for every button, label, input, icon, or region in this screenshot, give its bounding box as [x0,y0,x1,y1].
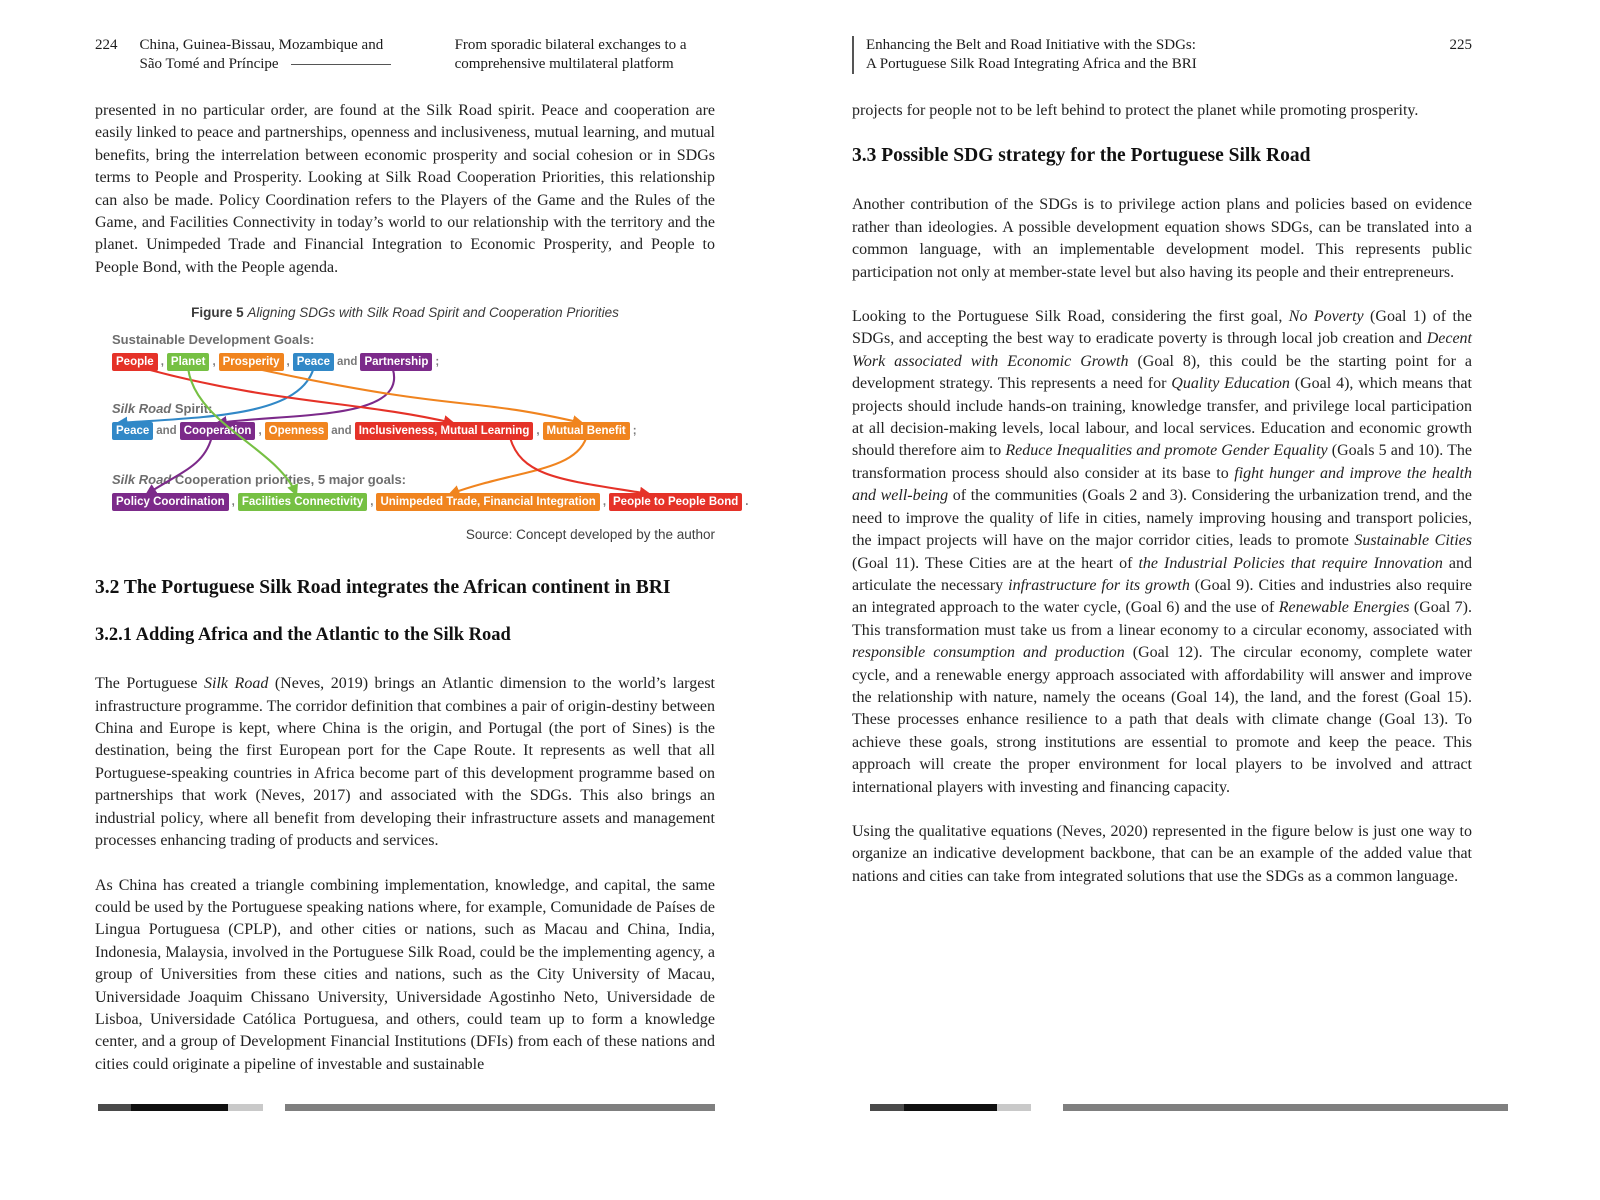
figure-row2-label-italic: Silk Road [112,401,175,417]
page-number-left: 224 [95,37,118,53]
figure-row2-label [112,401,715,416]
running-title-left-line1: China, Guinea-Bissau, Mozambique and [139,37,384,53]
heading-3-2-1: 3.2.1 Adding Africa and the Atlantic to the Silk Road [95,625,511,646]
figure-separator: ; [435,356,440,369]
footer-bars-left [95,1104,715,1112]
figure-separator: and [337,356,358,369]
footer-bar-dark [98,1104,131,1111]
running-title-chapter-line1: From sporadic bilateral exchanges to a [454,37,687,53]
figure-caption-text: Aligning SDGs with Silk Road Spirit and Cooperation Priorities [247,305,619,321]
figure-row3-label-rest: Cooperation priorities, 5 major goals: [174,472,407,488]
figure-separator: , [536,425,540,438]
figure-box-r2-inclusiveness: Inclusiveness, Mutual Learning [355,422,534,440]
footer-bar-light [228,1104,263,1111]
running-title-right [866,36,1197,74]
figure-separator: , [160,356,164,369]
page-right-header [852,36,1472,74]
footer-bar-black [131,1104,228,1111]
header-rule [291,64,391,65]
running-title-chapter [455,36,687,74]
figure-box-r3-facilities: Facilities Connectivity [238,493,367,511]
figure-box-r2-mutualbenefit: Mutual Benefit [543,422,630,440]
paragraph-equations: Using the qualitative equations (Neves, 2020) represented in the figure below is just one way to organize an indicative development backbone, that can be an example of the added value that nations and cities can take from integrated solutions that use the SDGs as a common language. [852,822,1472,885]
figure-box-r1-prosperity: Prosperity [219,353,284,371]
figure-row1-label: Sustainable Development Goals: [112,332,315,348]
figure-row-spirit [112,422,715,440]
paragraph-goals: Looking to the Portuguese Silk Road, considering the first goal, No Poverty (Goal 1) of the SDGs, and accepting the best way to eradicate poverty is through local job creation and Decent Work associated with Economic Growth (Goal 8), this could be the starting point for a development strategy. This represents a need for Quality Education (Goal 4), which means that projects should include hands-on training, knowledge transfer, and privilege local participation at all decision-making levels, local labour, and local services. Education and economic growth should therefore aim to Reduce Inequalities and promote Gender Equality (Goals 5 and 10). The transformation process should also consider at its base to fight hunger and improve the health and well-being of the communities (Goals 2 and 3). Considering the urbanization trend, and the need to improve the quality of life in cities, namely improving housing and transport policies, the impact projects will have on the major corridor cities, leads to promote Sustainable Cities (Goal 11). These Cities are at the heart of the Industrial Policies that require Innovation and articulate the necessary infrastructure for its growth (Goal 9). Cities and industries also require an integrated approach to the water cycle, (Goal 6) and the use of Renewable Energies (Goal 7). This transformation must take us from a linear economy to a circular economy, associated with responsible consumption and production (Goal 12). The circular economy, complete water cycle, and a renewable energy approach associated with affordability will answer and improve the relationship with nature, namely the oceans (Goal 14), the land, and the forest (Goal 15). These processes enhance resilience to a path that deals with climate change (Goal 13). To achieve these goals, strong institutions are essential to promote and keep the peace. This approach will create the proper environment for local players to be involved and attract international players with investing and financing capacity. [852,308,1473,796]
figure-separator: , [370,496,374,509]
figure-row3-label [112,472,715,487]
figure-box-r2-cooperation: Cooperation [180,422,256,440]
figure-row2-label-rest: Spirit: [174,401,213,417]
figure-box-r3-people: People to People Bond [609,493,742,511]
heading-3-2: 3.2 The Portuguese Silk Road integrates the African continent in BRI [95,577,671,599]
page-left-header [95,36,715,74]
running-title-right-line2: A Portuguese Silk Road Integrating Africa and the BRI [866,56,1197,72]
page-right [852,36,1472,1166]
running-title-left-line2: São Tomé and Príncipe [139,56,279,72]
figure-caption-label: Figure 5 [191,305,248,321]
figure-separator: and [331,425,352,438]
running-title-left [140,36,391,74]
figure-box-r3-unimpeded: Unimpeded Trade, Financial Integration [376,493,599,511]
paragraph-carryover: projects for people not to be left behind to protect the planet while promoting prosperity. [852,102,1419,119]
running-title-chapter-line2: comprehensive multilateral platform [454,56,674,72]
figure-separator: , [602,496,607,509]
figure-separator: , [258,425,262,438]
paragraph-china-triangle: As China has created a triangle combining implementation, knowledge, and capital, the same could be used by the Portuguese speaking nations where, for example, Comunidade de Países de Lingua Portuguesa (CPLP), and other cities or nations, such as Macau and China, India, Indonesia, Malaysia, involved in the Portuguese Silk Road, could be the implementing agency, a group of Universities from these cities and nations, such as the City University of Macau, Universidade Joaquim Chissano University, Universidade Agostinho Neto, Universidade de Lisboa, Universidade Católica Portuguesa, and others, could team up to form a knowledge center, and a group of Development Financial Institutions (DFIs) from each of these nations and cities could originate a pipeline of investable and sustainable [95,876,715,1073]
paragraph-silk-road: The Portuguese Silk Road (Neves, 2019) brings an Atlantic dimension to the world’s largest infrastructure programme. The corridor definition that combines a pair of origin-destiny between China and Europe is kept, where China is the origin, and Portugal (the port of Sines) is the destination, being the first European port for the Cape Route. It represents as well that all Portuguese-speaking countries in Africa become part of this development programme based on partnerships that work (Neves, 2017) and associated with the SDGs. This also brings an industrial policy, where all benefit from developing their infrastructure assets and management processes enhancing trading of products and services. [95,675,715,850]
figure-caption [95,305,715,320]
figure-row-priorities [112,493,749,511]
figure-separator: ; [632,425,637,438]
figure-diagram [95,332,749,511]
footer-bar-long [285,1104,715,1111]
figure-box-r2-openness: Openness [265,422,329,440]
footer-bar-dark [870,1104,904,1111]
figure-separator: . [745,496,749,509]
figure-separator: , [286,356,290,369]
footer-bars-right [852,1104,1472,1112]
running-title-right-line1: Enhancing the Belt and Road Initiative with the SDGs: [866,37,1196,53]
footer-bar-black [904,1104,997,1111]
figure-box-r1-partnership: Partnership [360,353,432,371]
figure-separator: and [156,425,177,438]
figure-row-sdgs [112,353,715,371]
figure-box-r3-policy: Policy Coordination [112,493,229,511]
figure-box-r2-peace: Peace [112,422,153,440]
figure-5 [95,305,749,543]
page-number-right: 225 [1449,37,1472,53]
figure-source: Source: Concept developed by the author [465,527,715,543]
paragraph-intro: presented in no particular order, are found at the Silk Road spirit. Peace and cooperation are easily linked to peace and partnerships, openness and inclusiveness, mutual learning, and mutual benefits, bring the interrelation between economic prosperity and social cohesion or in SDGs terms to People and Prosperity. Looking at Silk Road Cooperation Priorities, this relationship can also be made. Policy Coordination refers to the Players of the Game and the Rules of the Game, and Facilities Connectivity in today’s world to our relationship with the territory and the planet. Unimpeded Trade and Financial Integration to Economic Prosperity, and People to People Bond, with the People agenda. [95,102,715,276]
figure-box-r1-planet: Planet [167,353,210,371]
heading-3-3: 3.3 Possible SDG strategy for the Portuguese Silk Road [852,145,1311,167]
figure-box-r1-people: People [112,353,158,371]
paragraph-contribution: Another contribution of the SDGs is to privilege action plans and policies based on evidence rather than ideologies. A possible development equation shows SDGs, can be translated into a common language, with an implementable development model. This represents public participation not only at member-state level but also having its people and their entrepreneurs. [852,196,1472,281]
footer-bar-long [1063,1104,1508,1111]
footer-bar-light [997,1104,1031,1111]
figure-box-r1-peace: Peace [293,353,334,371]
figure-separator: , [231,496,235,509]
figure-row3-label-italic: Silk Road [112,472,175,488]
figure-separator: , [212,356,216,369]
page-left [95,36,749,1166]
